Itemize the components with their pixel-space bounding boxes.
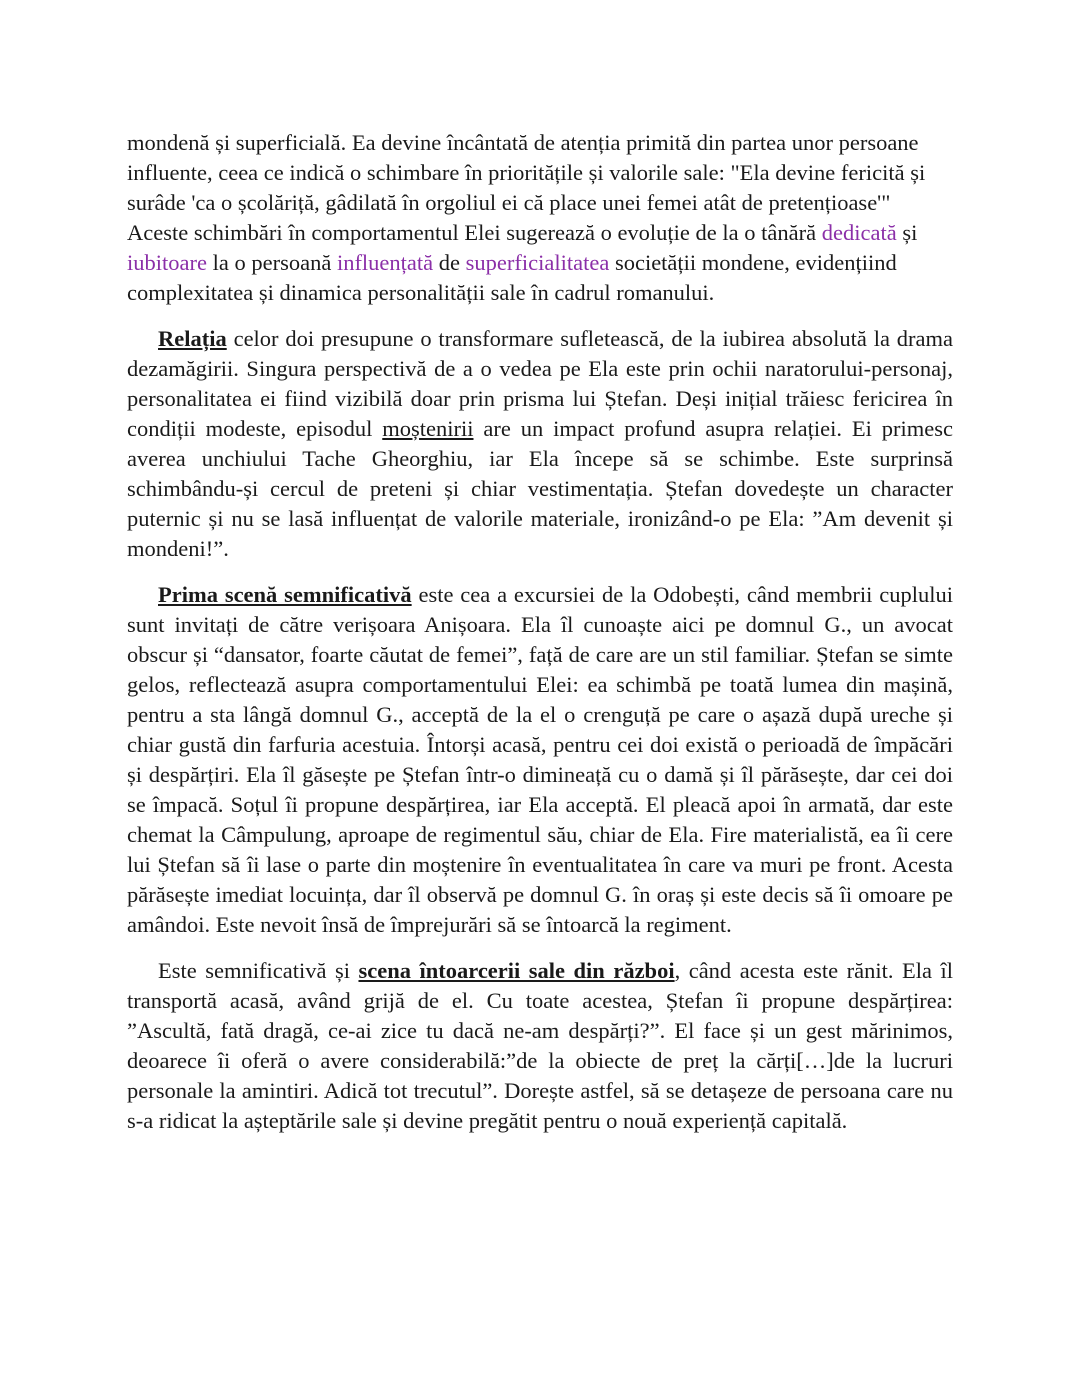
text-run: de bbox=[433, 250, 466, 275]
text-run: celor doi presupune o transformare sufletească, de la iubirea absolută la drama dezamăgirii. Singura perspectivă de a o vedea pe Ela este prin ochii naratorului-personaj, personalitatea ei fiind vizibilă doar prin prisma lui Ștefan. Deși inițial trăiesc fericirea în condiții modeste, episodul bbox=[127, 326, 953, 441]
heading-relatia: Relația bbox=[158, 326, 227, 351]
text-run: Este semnificativă și bbox=[158, 958, 359, 983]
highlight-superficialitatea: superficialitatea bbox=[465, 250, 610, 275]
highlight-iubitoare: iubitoare bbox=[127, 250, 207, 275]
text-run: este cea a excursiei de la Odobești, când membrii cuplului sunt invitați de către verișoara Anișoara. Ela îl cunoaște aici pe domnul G., un avocat obscur și “dansator, foarte căutat de femei”, față de care are un stil familiar. Ștefan se simte gelos, reflectează asupra comportamentului Elei: ea schimbă pe toată lumea din mașină, pentru a sta lângă domnul G., acceptă de la el o crenguță pe care o așază după ureche și chiar gustă din farfuria acestuia. Întorși acasă, pentru cei doi există o perioadă de împăcări și despărțiri. Ela îl găsește pe Ștefan într-o dimineață cu o damă și îl părăsește, dar cei doi se împacă. Soțul îi propune despărțirea, iar Ela acceptă. El pleacă apoi în armată, dar este chemat la Câmpulung, aproape de regimentul său, chiar de Ela. Fire materialistă, ea îi cere lui Ștefan să îi lase o parte din moștenire în eventualitatea în care va muri pe front. Acesta părăsește imediat locuința, dar îl observă pe domnul G. în oraș și este decis să îi omoare pe amândoi. Este nevoit însă de împrejurări să se întoarcă la regiment. bbox=[127, 582, 953, 937]
paragraph-intro bbox=[127, 128, 953, 308]
text-run: are un impact profund asupra relației. Ei primesc averea unchiului Tache Gheorghiu, iar Ela începe să se schimbe. Este surprinsă schimbându-și cercul de preteni și chiar vestimentația. Ștefan dovedește un character puternic și nu se lasă influențat de valorile materiale, ironizând-o pe Ela: ”Am devenit și mondeni!”. bbox=[127, 416, 954, 561]
highlight-influentata: influențată bbox=[336, 250, 434, 275]
underlined-mostenirii: moștenirii bbox=[382, 416, 474, 441]
highlight-dedicata: dedicată bbox=[821, 220, 897, 245]
text-run: societății mondene, evidențiind complexitatea și dinamica personalității sale în cadrul romanului. bbox=[127, 250, 897, 305]
heading-scena-intoarcerii: scena întoarcerii sale din război bbox=[358, 958, 675, 983]
paragraph-prima-scena bbox=[127, 580, 953, 940]
text-run: , când acesta este rănit. Ela îl transportă acasă, având grijă de el. Cu toate acestea, Ștefan îi propune despărțirea: ”Ascultă, fată dragă, ce-ai zice tu dacă ne-am despărți?”. El face și un gest mărinimos, deoarece îi oferă o avere considerabilă:”de la obiecte de preț la cărți[…]de la lucruri personale la amintiri. Adică tot trecutul”. Dorește astfel, să se detașeze de persoana care nu s-a ridicat la așteptările sale și devine pregătit pentru o nouă experiență capitală. bbox=[127, 958, 954, 1133]
text-run: la o persoană bbox=[206, 250, 337, 275]
document-page bbox=[127, 128, 953, 1152]
text-run: și bbox=[896, 220, 918, 245]
heading-prima-scena: Prima scenă semnificativă bbox=[158, 582, 412, 607]
text-run: mondenă și superficială. Ea devine încântată de atenția primită din partea unor persoane influente, ceea ce indică o schimbare în prioritățile și valorile sale: "Ela devine fericită și surâde 'ca o școlăriță, gâdilată în orgoliul ei că place unei femei atât de pretențioase'" Aceste schimbări în comportamentul Elei sugerează o evoluție de la o tânără bbox=[127, 130, 926, 245]
paragraph-scena-intoarcerii bbox=[127, 956, 953, 1136]
paragraph-relatia bbox=[127, 324, 953, 564]
